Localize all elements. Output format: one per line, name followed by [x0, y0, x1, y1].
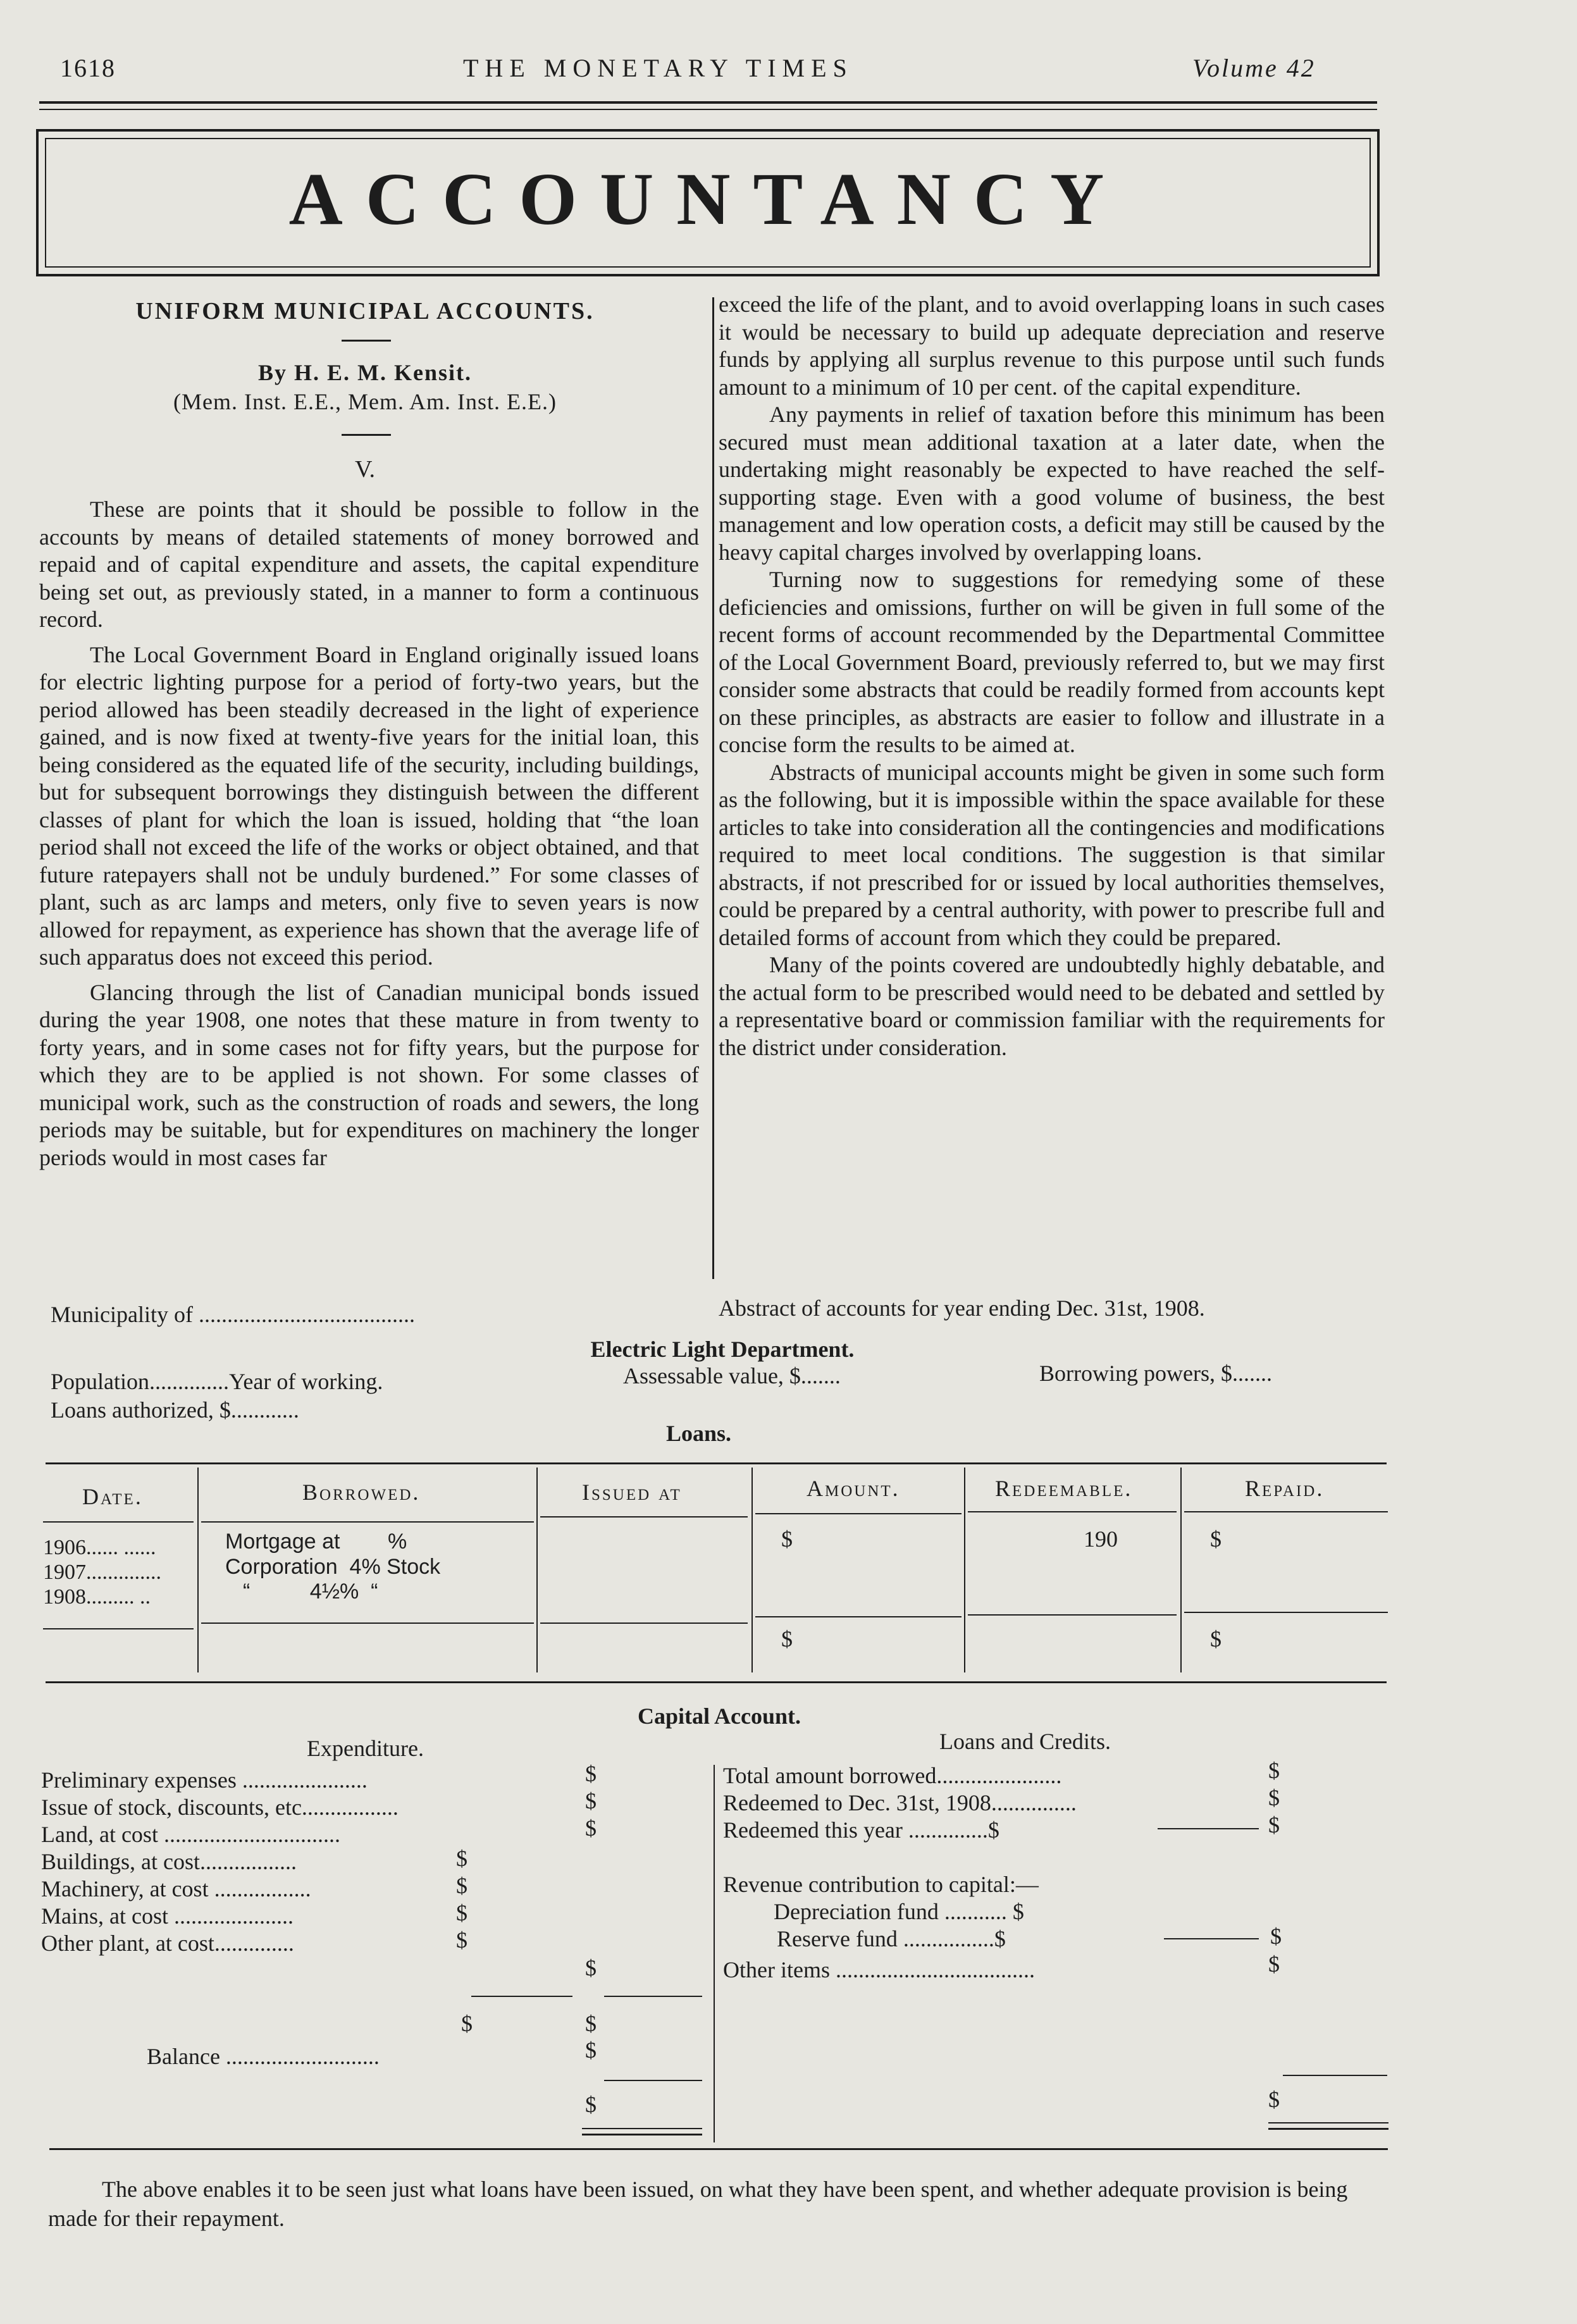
loans-body-underline: [43, 1628, 194, 1629]
volume-label: Volume 42: [1192, 54, 1316, 82]
dollar-sign: $: [456, 1846, 467, 1871]
left-column: [39, 496, 699, 1171]
page-number: 1618: [60, 54, 116, 82]
loans-table-col-rule: [197, 1468, 199, 1672]
publication-title: THE MONETARY TIMES: [463, 54, 853, 82]
loan-redeemable: 190: [1084, 1526, 1118, 1552]
sum-rule: [604, 1996, 702, 1997]
loan-date: 1908......... ..: [43, 1585, 151, 1609]
expenditure-item: Land, at cost ...............................: [41, 1822, 340, 1847]
right-paragraph: exceed the life of the plant, and to avoid overlapping loans in such cases it would be necessary to build up adequate depreciation and reserve funds by applying all surplus revenue to this purpose until such funds amount to a minimum of 10 per cent. of the capital expenditure.: [719, 292, 1385, 400]
revenue-label: Revenue contribution to capital:—: [723, 1872, 1039, 1897]
credit-item: Redeemed this year ..............$: [723, 1817, 999, 1843]
expenditure-item: Machinery, at cost .................: [41, 1876, 311, 1901]
article-title: UNIFORM MUNICIPAL ACCOUNTS.: [135, 298, 595, 324]
dollar-sign: $: [1268, 1812, 1280, 1838]
right-paragraph: Turning now to suggestions for remedying some of these deficiencies and omissions, further on will be given in full some of the recent forms of account recommended by the Departmental Committee of the Local Government Board, previously referred to, but we may first consider some abstracts that could be readily formed from accounts kept on these principles, as abstracts are easier to follow and illustrate in a concise form the results to be aimed at.: [719, 567, 1385, 757]
left-paragraph: Glancing through the list of Canadian municipal bonds issued during the year 1908, one notes that these mature in from twenty to forty years, and in some cases not for fifty years, but the purpose for which they are to be applied is not shown. For some classes of municipal work, such as the construction of roads and sewers, the long periods may be suitable, but for expenditures on machinery the longer periods would in most cases far: [39, 979, 699, 1170]
dollar-sign: $: [461, 2011, 473, 2036]
dollar-sign: $: [585, 1815, 597, 1841]
total-double-rule: [1268, 2128, 1388, 2130]
loan-borrowed: Corporation 4% Stock: [225, 1555, 441, 1579]
loans-header-redeemable: Redeemable.: [995, 1476, 1133, 1501]
loans-table-col-rule: [751, 1468, 753, 1672]
loans-body-underline: [755, 1616, 962, 1617]
loans-header-borrowed: Borrowed.: [302, 1480, 421, 1505]
section-title-box: [36, 129, 1380, 276]
other-items-label: Other items ...................................: [723, 1957, 1035, 1982]
loans-authorized-label: Loans authorized, $............: [51, 1397, 299, 1423]
loans-table-top-rule: [46, 1462, 1387, 1464]
sum-rule: [604, 2080, 702, 2081]
blank-rule: [1164, 1938, 1259, 1939]
dollar-sign: $: [456, 1927, 467, 1953]
loan-total-repaid-symbol: $: [1210, 1626, 1221, 1652]
loan-borrowed: “ 4½% “: [243, 1579, 378, 1604]
expenditure-item: Mains, at cost .....................: [41, 1903, 294, 1929]
loan-amount-symbol: $: [781, 1526, 793, 1552]
loans-header-repaid: Repaid.: [1245, 1476, 1325, 1501]
credit-item: Total amount borrowed......................: [723, 1763, 1062, 1788]
total-double-rule: [582, 2134, 702, 2135]
byline-dash: [342, 434, 391, 436]
loans-header-underline: [43, 1521, 194, 1523]
footer-text: The above enables it to be seen just what loans have been issued, on what they have been spent, and whether adequate provision is being made for their repayment.: [48, 2177, 1348, 2231]
municipality-label: Municipality of ......................................: [51, 1302, 415, 1327]
expenditure-item: Issue of stock, discounts, etc.................: [41, 1795, 399, 1820]
dollar-sign: $: [1268, 1785, 1280, 1810]
sum-rule: [1283, 2075, 1387, 2076]
balance-label: Balance ...........................: [147, 2044, 380, 2069]
dollar-sign: $: [585, 2011, 597, 2036]
header-rule: [39, 101, 1377, 104]
form-bottom-rule: [49, 2148, 1388, 2150]
dollar-sign: $: [585, 1955, 597, 1981]
dollar-sign: $: [1268, 2087, 1280, 2112]
loan-total-amount-symbol: $: [781, 1626, 793, 1652]
left-paragraph: The Local Government Board in England originally issued loans for electric lighting purpose for a period of forty-two years, but the period allowed has been steadily decreased in the light of experience gained, and is now fixed at twenty-five years for the initial loan, this being considered as the equated life of the security, including buildings, but for subsequent borrowings they distinguish between the different classes of plant for which the loan is issued, holding that “the loan period shall not exceed the life of the works or object obtained, and that future ratepayers shall not be unduly burdened.” For some classes of plant, such as arc lamps and meters, only five to seven years is now allowed for repayment, as experience has shown that the average life of such apparatus does not exceed this period.: [39, 641, 699, 970]
loans-body-underline: [1184, 1612, 1388, 1613]
revenue-item: Reserve fund ................$: [777, 1926, 1006, 1951]
affiliation: (Mem. Inst. E.E., Mem. Am. Inst. E.E.): [173, 389, 557, 414]
expenditure-title: Expenditure.: [307, 1736, 424, 1761]
loans-header-underline: [201, 1521, 534, 1523]
dollar-sign: $: [1268, 1951, 1280, 1977]
loan-date: 1907..............: [43, 1561, 161, 1584]
capital-title: Capital Account.: [637, 1703, 801, 1729]
dollar-sign: $: [585, 2092, 597, 2117]
dollar-sign: $: [456, 1900, 467, 1925]
credits-title: Loans and Credits.: [939, 1729, 1111, 1754]
expenditure-item: Other plant, at cost..............: [41, 1931, 294, 1956]
loan-borrowed: Mortgage at %: [225, 1530, 407, 1554]
department-title: Electric Light Department.: [590, 1337, 855, 1362]
loans-header-amount: Amount.: [807, 1476, 900, 1501]
blank-rule: [1158, 1828, 1259, 1829]
right-paragraph: Any payments in relief of taxation before this minimum has been secured must mean additional taxation at a later date, when the undertaking might reasonably be expected to have reached the self-supporting stage. Even with a good volume of business, the best management and low operation costs, a deficit may still be caused by the heavy capital charges involved by overlapping loans.: [719, 402, 1385, 565]
total-double-rule: [1268, 2122, 1388, 2123]
expenditure-item: Preliminary expenses ......................: [41, 1767, 368, 1793]
loans-table-bottom-rule: [46, 1681, 1387, 1683]
header-rule-thin: [39, 109, 1377, 110]
dollar-sign: $: [1268, 1758, 1280, 1783]
right-paragraph: Abstracts of municipal accounts might be given in some such form as the following, but it is impossible within the space available for these articles to take into consideration all the contingencies and modifications required to meet local conditions. The suggestion is that similar abstracts, if not prescribed for or issued by local authorities themselves, could be prepared by a central authority, with power to prescribe full and detailed forms of account from which they could be prepared.: [719, 759, 1385, 950]
right-paragraph: Many of the points covered are undoubtedly highly debatable, and the actual form to be prescribed would need to be debated and settled by a representative board or commission familiar with the requirements for the district under consideration.: [719, 952, 1385, 1060]
dollar-sign: $: [585, 1761, 597, 1786]
sum-rule: [471, 1996, 572, 1997]
loans-header-underline: [1184, 1511, 1388, 1512]
loans-header-issued: Issued at: [582, 1480, 682, 1505]
loans-body-underline: [968, 1614, 1177, 1616]
loan-repaid-symbol: $: [1210, 1526, 1221, 1552]
loan-date: 1906...... ......: [43, 1536, 156, 1559]
revenue-item: Depreciation fund ........... $: [774, 1899, 1024, 1924]
loans-body-underline: [540, 1622, 748, 1624]
loans-header-underline: [968, 1511, 1177, 1512]
dollar-sign: $: [1270, 1924, 1282, 1949]
part-number: V.: [354, 456, 376, 483]
credit-item: Redeemed to Dec. 31st, 1908...............: [723, 1790, 1077, 1815]
right-column: [719, 291, 1385, 1061]
borrowing-label: Borrowing powers, $.......: [1039, 1361, 1272, 1386]
left-paragraph: These are points that it should be possible to follow in the accounts by means of detailed statements of money borrowed and repaid and of capital expenditure and assets, the capital expenditure being set out, as previously stated, in a manner to form a continuous record.: [39, 497, 699, 632]
dollar-sign: $: [456, 1873, 467, 1898]
title-dash: [342, 340, 391, 342]
total-double-rule: [582, 2128, 702, 2129]
section-title: ACCOUNTANCY: [288, 158, 1127, 240]
loans-header-date: Date.: [82, 1484, 143, 1509]
loans-table-col-rule: [964, 1468, 965, 1672]
byline: By H. E. M. Kensit.: [257, 360, 472, 385]
loans-body-underline: [201, 1622, 534, 1624]
loans-title: Loans.: [665, 1421, 732, 1446]
dollar-sign: $: [585, 2037, 597, 2063]
abstract-label: Abstract of accounts for year ending Dec. 31st, 1908.: [719, 1295, 1205, 1321]
loans-header-underline: [755, 1513, 962, 1514]
loans-table-col-rule: [1180, 1468, 1182, 1672]
loans-header-underline: [540, 1516, 748, 1517]
assessable-label: Assessable value, $.......: [623, 1363, 841, 1388]
dollar-sign: $: [585, 1788, 597, 1814]
loans-table-col-rule: [536, 1468, 538, 1672]
capital-divider: [714, 1765, 715, 2142]
expenditure-item: Buildings, at cost.................: [41, 1849, 297, 1874]
column-divider: [712, 297, 714, 1279]
population-label: Population..............Year of working.: [51, 1369, 383, 1394]
